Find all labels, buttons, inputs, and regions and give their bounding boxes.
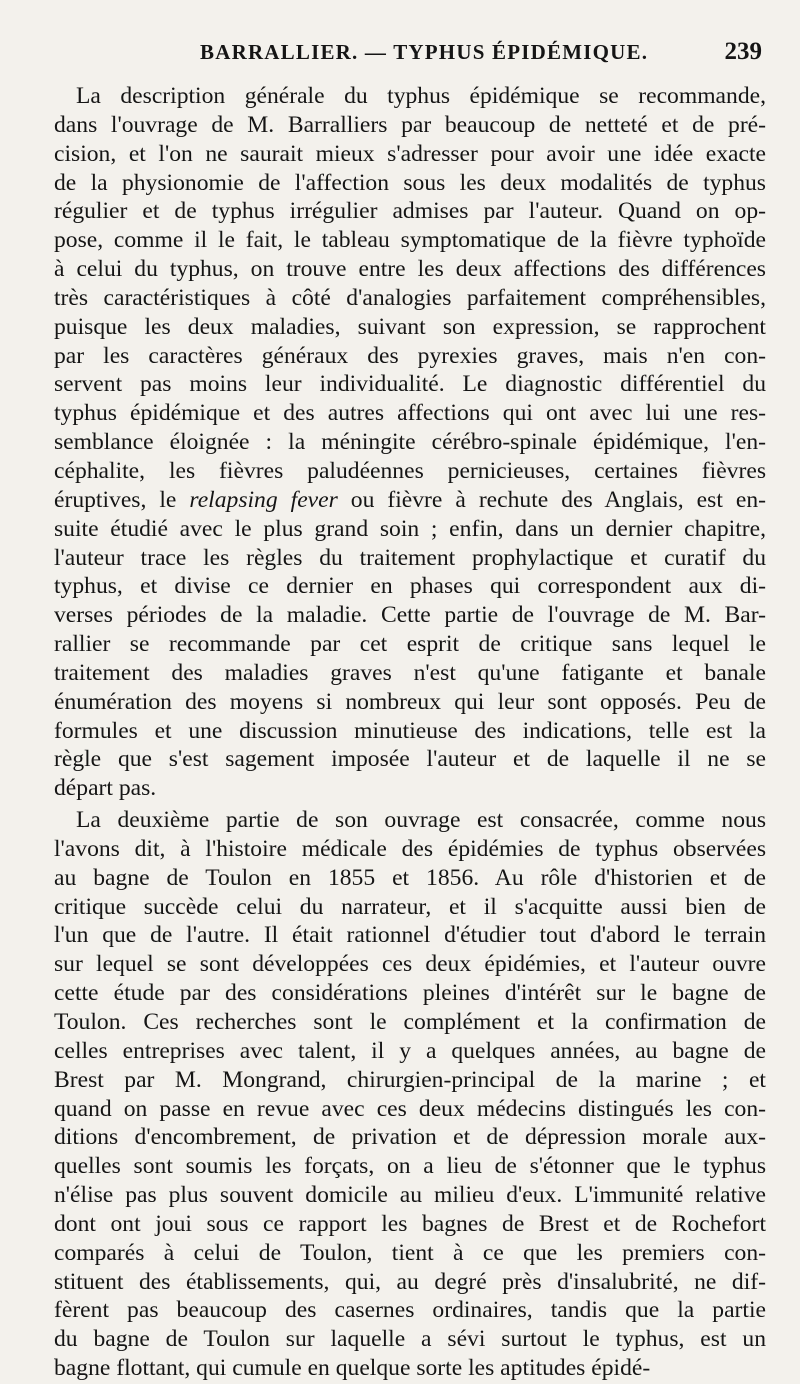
- text-line: pose, comme il le fait, le tableau symptomatique de la fièvre typhoïde: [54, 227, 766, 254]
- text-line: régulier et de typhus irrégulier admises par l'auteur. Quand on op-: [54, 198, 766, 225]
- text-line: quand on passe en revue avec ces deux médecins distingués les con-: [54, 1095, 766, 1122]
- text-line: très caractéristiques à côté d'analogies parfaitement compréhensibles,: [54, 284, 766, 311]
- page-header: [54, 36, 766, 82]
- text-line: formules et une discussion minutieuse des indications, telle est la: [54, 717, 766, 744]
- text-line: l'auteur trace les règles du traitement prophylactique et curatif du: [54, 544, 766, 571]
- running-head: BARRALLIER. — TYPHUS ÉPIDÉMIQUE.: [200, 40, 649, 64]
- text-line: l'avons dit, à l'histoire médicale des épidémies de typhus observées: [54, 835, 766, 862]
- text-line: rallier se recommande par cet esprit de critique sans lequel le: [54, 631, 766, 658]
- paragraph: [54, 82, 766, 803]
- text-line: verses périodes de la maladie. Cette partie de l'ouvrage de M. Bar-: [54, 602, 766, 629]
- text-line: ditions d'encombrement, de privation et de dépression morale aux-: [54, 1124, 766, 1151]
- text-line: quelles sont soumis les forçats, on a lieu de s'étonner que le typhus: [54, 1153, 766, 1180]
- text-line: typhus, et divise ce dernier en phases qui correspondent aux di-: [54, 573, 766, 600]
- text-line: Brest par M. Mongrand, chirurgien-principal de la marine ; et: [54, 1066, 766, 1093]
- text-line: celles entreprises avec talent, il y a quelques années, au bagne de: [54, 1037, 766, 1064]
- text-line: semblance éloignée : la méningite cérébro-spinale épidémique, l'en-: [54, 429, 766, 456]
- paragraph: [54, 806, 766, 1383]
- text-line: de la physionomie de l'affection sous les deux modalités de typhus: [54, 169, 766, 196]
- text-line: La deuxième partie de son ouvrage est consacrée, comme nous: [76, 807, 766, 834]
- page-number: 239: [724, 38, 762, 65]
- text-line: céphalite, les fièvres paludéennes pernicieuses, certaines fièvres: [54, 457, 766, 484]
- text-line: servent pas moins leur individualité. Le diagnostic différentiel du: [54, 371, 766, 398]
- text-line: bagne flottant, qui cumule en quelque sorte les aptitudes épidé-: [54, 1355, 651, 1382]
- text-line: dont ont joui sous ce rapport les bagnes de Brest et de Rochefort: [54, 1210, 766, 1237]
- text-line: comparés à celui de Toulon, tient à ce que les premiers con-: [54, 1239, 766, 1266]
- body-text: [54, 82, 766, 1383]
- text-line: dans l'ouvrage de M. Barralliers par beaucoup de netteté et de pré-: [54, 111, 766, 138]
- text-line: typhus épidémique et des autres affections qui ont avec lui une res-: [54, 400, 766, 427]
- text-line: Toulon. Ces recherches sont le complément et la confirmation de: [54, 1009, 766, 1035]
- text-line: fèrent pas beaucoup des casernes ordinaires, tandis que la partie: [54, 1297, 766, 1324]
- text-line: stituent des établissements, qui, au degré près d'insalubrité, ne dif-: [54, 1268, 766, 1295]
- text-line: La description générale du typhus épidémique se recommande,: [76, 83, 766, 109]
- text-line: à celui du typhus, on trouve entre les deux affections des différences: [54, 256, 766, 283]
- text-line: éruptives, le relapsing fever ou fièvre à rechute des Anglais, est en-: [54, 486, 766, 513]
- text-line: l'un que de l'autre. Il était rationnel d'étudier tout d'abord le terrain: [54, 922, 766, 949]
- text-line: règle que s'est sagement imposée l'auteur et de laquelle il ne se: [54, 746, 766, 773]
- text-line: au bagne de Toulon en 1855 et 1856. Au rôle d'historien et de: [54, 864, 766, 891]
- text-line: énumération des moyens si nombreux qui leur sont opposés. Peu de: [54, 688, 766, 715]
- text-line: du bagne de Toulon sur laquelle a sévi surtout le typhus, est un: [54, 1326, 766, 1353]
- text-line: par les caractères généraux des pyrexies graves, mais n'en con-: [54, 342, 766, 369]
- text-line: n'élise pas plus souvent domicile au milieu d'eux. L'immunité relative: [54, 1182, 766, 1209]
- text-line: cette étude par des considérations pleines d'intérêt sur le bagne de: [54, 980, 766, 1007]
- text-line: départ pas.: [54, 775, 157, 802]
- text-line: sur lequel se sont développées ces deux épidémies, et l'auteur ouvre: [54, 951, 766, 978]
- text-line: suite étudié avec le plus grand soin ; enfin, dans un dernier chapitre,: [54, 515, 766, 542]
- text-line: critique succède celui du narrateur, et il s'acquitte aussi bien de: [54, 893, 766, 920]
- text-line: cision, et l'on ne saurait mieux s'adresser pour avoir une idée exacte: [54, 140, 766, 167]
- text-line: puisque les deux maladies, suivant son expression, se rapprochent: [54, 313, 766, 340]
- text-line: traitement des maladies graves n'est qu'une fatigante et banale: [54, 659, 766, 686]
